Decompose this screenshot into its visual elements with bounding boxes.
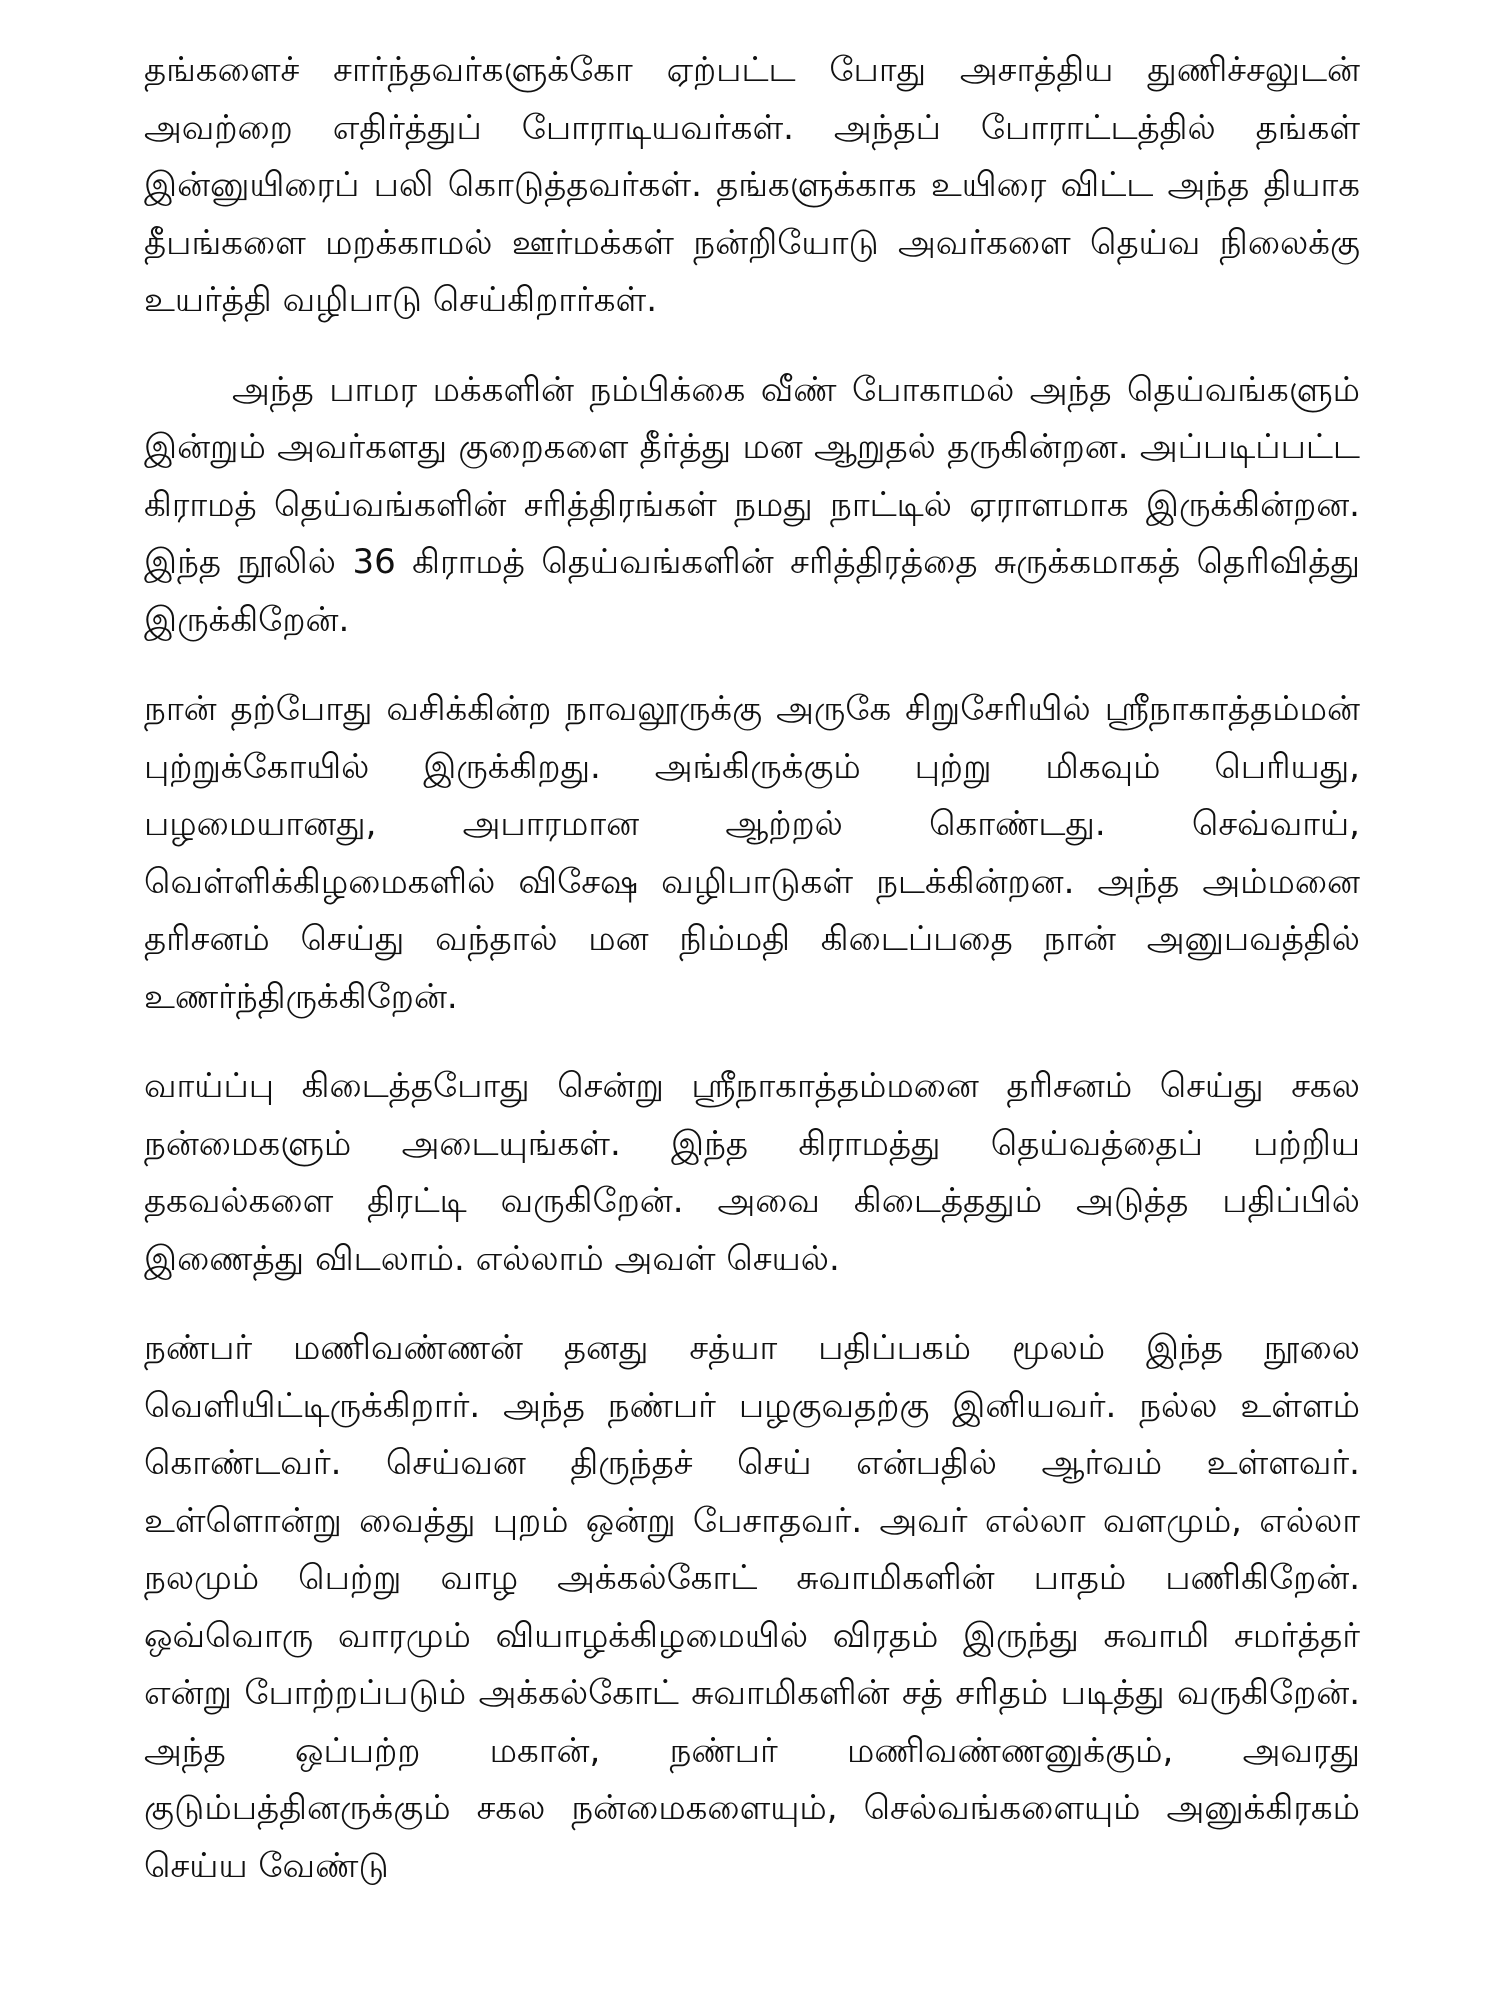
paragraph-1: தங்களைச் சார்ந்தவர்களுக்கோ ஏற்பட்ட போது அசாத்திய துணிச்சலுடன் அவற்றை எதிர்த்துப் போராடியவர்கள். அந்தப் போராட்டத்தில் தங்கள் இன்னுயிரைப் பலி கொடுத்தவர்கள். தங்களுக்காக உயிரை விட்ட அந்த தியாக தீபங்களை மறக்காமல் ஊர்மக்கள் நன்றியோடு அவர்களை தெய்வ நிலைக்கு உயர்த்தி வழிபாடு செய்கிறார்கள். bbox=[144, 50, 1360, 320]
paragraph-4: வாய்ப்பு கிடைத்தபோது சென்று ஸ்ரீநாகாத்தம்மனை தரிசனம் செய்து சகல நன்மைகளும் அடையுங்கள். இந்த கிராமத்து தெய்வத்தைப் பற்றிய தகவல்களை திரட்டி வருகிறேன். அவை கிடைத்ததும் அடுத்த பதிப்பில் இணைத்து விடலாம். எல்லாம் அவள் செயல். bbox=[144, 1066, 1360, 1279]
paragraph-2: அந்த பாமர மக்களின் நம்பிக்கை வீண் போகாமல் அந்த தெய்வங்களும் இன்றும் அவர்களது குறைகளை தீர்த்து மன ஆறுதல் தருகின்றன. அப்படிப்பட்ட கிராமத் தெய்வங்களின் சரித்திரங்கள் நமது நாட்டில் ஏராளமாக இருக்கின்றன. இந்த நூலில் 36 கிராமத் தெய்வங்களின் சரித்திரத்தை சுருக்கமாகத் தெரிவித்து இருக்கிறேன். bbox=[144, 369, 1360, 640]
document-body bbox=[144, 42, 1360, 1895]
paragraph-3: நான் தற்போது வசிக்கின்ற நாவலூருக்கு அருகே சிறுசேரியில் ஸ்ரீநாகாத்தம்மன் புற்றுக்கோயில் இருக்கிறது. அங்கிருக்கும் புற்று மிகவும் பெரியது, பழமையானது, அபாரமான ஆற்றல் கொண்டது. செவ்வாய், வெள்ளிக்கிழமைகளில் விசேஷ வழிபாடுகள் நடக்கின்றன. அந்த அம்மனை தரிசனம் செய்து வந்தால் மன நிம்மதி கிடைப்பதை நான் அனுபவத்தில் உணர்ந்திருக்கிறேன். bbox=[144, 689, 1360, 1017]
paragraph-5: நண்பர் மணிவண்ணன் தனது சத்யா பதிப்பகம் மூலம் இந்த நூலை வெளியிட்டிருக்கிறார். அந்த நண்பர் பழகுவதற்கு இனியவர். நல்ல உள்ளம் கொண்டவர். செய்வன திருந்தச் செய் என்பதில் ஆர்வம் உள்ளவர். உள்ளொன்று வைத்து புறம் ஒன்று பேசாதவர். அவர் எல்லா வளமும், எல்லா நலமும் பெற்று வாழ அக்கல்கோட் சுவாமிகளின் பாதம் பணிகிறேன். ஒவ்வொரு வாரமும் வியாழக்கிழமையில் விரதம் இருந்து சுவாமி சமர்த்தர் என்று போற்றப்படும் அக்கல்கோட் சுவாமிகளின் சத் சரிதம் படித்து வருகிறேன். அந்த ஒப்பற்ற மகான், நண்பர் மணிவண்ணனுக்கும், அவரது குடும்பத்தினருக்கும் சகல நன்மைகளையும், செல்வங்களையும் அனுக்கிரகம் செய்ய வேண்டு bbox=[144, 1328, 1360, 1886]
